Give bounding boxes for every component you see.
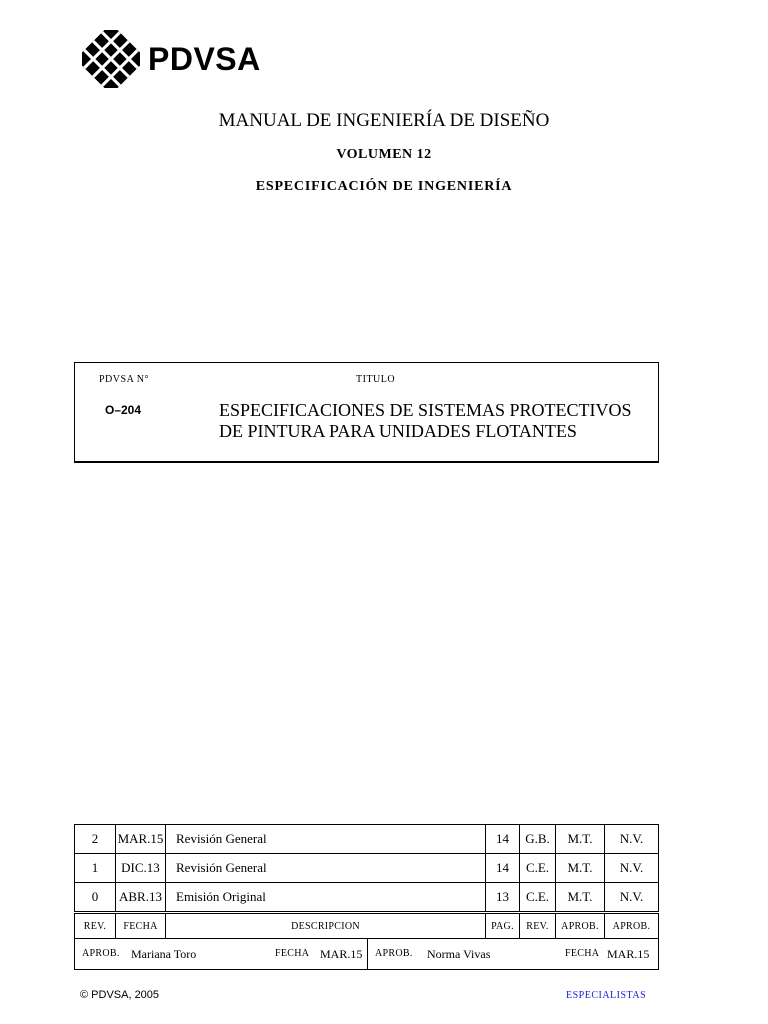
approval-cell (75, 939, 659, 970)
document-title-box (74, 362, 659, 463)
header-rev-by: REV. (520, 913, 556, 939)
table-header-row (75, 913, 659, 939)
rev-by-cell: G.B. (520, 825, 556, 854)
document-title-label: TITULO (356, 374, 396, 385)
rev-by-cell: C.E. (520, 854, 556, 883)
manual-title: MANUAL DE INGENIERÍA DE DISEÑO (218, 110, 550, 131)
approval-left-fecha: MAR.15 (320, 947, 363, 961)
fecha-cell: DIC.13 (116, 854, 166, 883)
revision-table (74, 824, 659, 970)
rev-by-cell: C.E. (520, 883, 556, 913)
approval-left-fecha-label: FECHA (275, 948, 310, 959)
approval-right-label: APROB. (375, 948, 413, 959)
document-number: O–204 (105, 403, 142, 417)
logo-text: PDVSA (148, 41, 261, 77)
aprob1-cell: M.T. (556, 825, 605, 854)
rev-cell: 0 (75, 883, 116, 913)
revision-row (75, 883, 659, 913)
header-aprob1: APROB. (556, 913, 605, 939)
document-title (219, 400, 632, 442)
aprob1-cell: M.T. (556, 883, 605, 913)
document-title-line-2: DE PINTURA PARA UNIDADES FLOTANTES (219, 421, 577, 441)
copyright: © PDVSA, 2005 (80, 989, 160, 1001)
aprob1-cell: M.T. (556, 854, 605, 883)
descripcion-cell: Revisión General (166, 854, 486, 883)
header-descripcion: DESCRIPCION (166, 913, 486, 939)
pag-cell: 14 (486, 854, 520, 883)
volume-title: VOLUMEN 12 (336, 147, 432, 162)
header-fecha: FECHA (116, 913, 166, 939)
approval-left-label: APROB. (82, 948, 120, 959)
pdvsa-logo (82, 30, 261, 88)
revision-row (75, 854, 659, 883)
approval-left (75, 939, 368, 969)
pag-cell: 13 (486, 883, 520, 913)
aprob2-cell: N.V. (605, 825, 659, 854)
spec-subtitle: ESPECIFICACIÓN DE INGENIERÍA (255, 179, 513, 194)
rev-cell: 2 (75, 825, 116, 854)
aprob2-cell: N.V. (605, 883, 659, 913)
fecha-cell: MAR.15 (116, 825, 166, 854)
document-number-label: PDVSA N° (99, 374, 149, 385)
specialists-label: ESPECIALISTAS (566, 990, 647, 1001)
descripcion-cell: Emisión Original (166, 883, 486, 913)
header-pag: PAG. (486, 913, 520, 939)
fecha-cell: ABR.13 (116, 883, 166, 913)
approval-left-name: Mariana Toro (131, 947, 197, 961)
rev-cell: 1 (75, 854, 116, 883)
approval-right-name: Norma Vivas (427, 947, 491, 961)
revision-row (75, 825, 659, 854)
pdvsa-emblem-icon (82, 30, 140, 88)
approval-right-fecha: MAR.15 (607, 947, 650, 961)
pag-cell: 14 (486, 825, 520, 854)
approval-right-fecha-label: FECHA (565, 948, 600, 959)
document-title-line-1: ESPECIFICACIONES DE SISTEMAS PROTECTIVOS (219, 400, 632, 420)
header-rev: REV. (75, 913, 116, 939)
approval-right (368, 939, 658, 969)
approval-row (75, 939, 659, 970)
header-aprob2: APROB. (605, 913, 659, 939)
aprob2-cell: N.V. (605, 854, 659, 883)
descripcion-cell: Revisión General (166, 825, 486, 854)
